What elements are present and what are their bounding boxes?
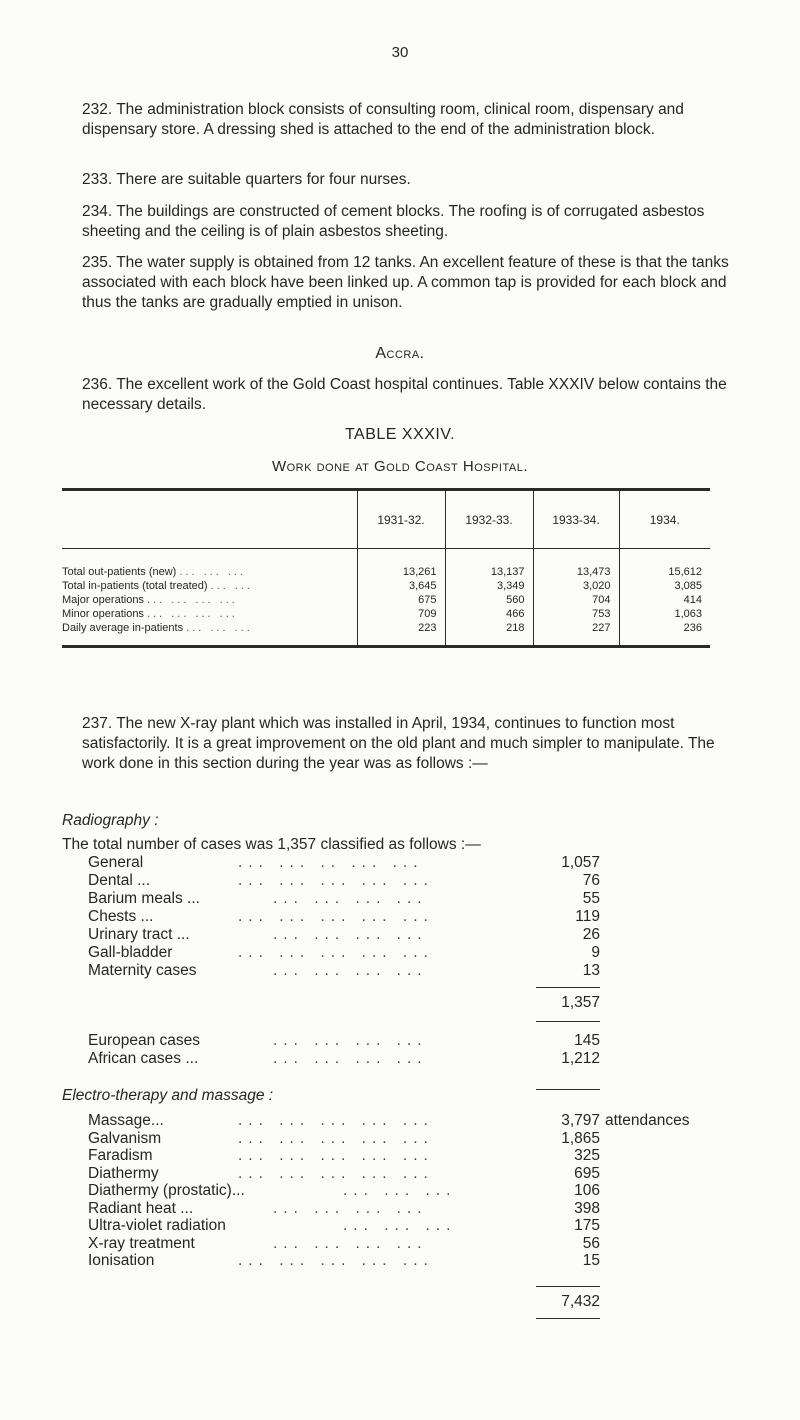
column-header: 1934. (619, 491, 710, 548)
leader-dots: ... ... ... ... ... (238, 1112, 434, 1129)
radiography-list (88, 854, 608, 980)
row-label: Daily average in-patients (62, 622, 184, 634)
table-title: TABLE XXXIV. (344, 426, 456, 443)
list-item (88, 872, 608, 890)
column-header: 1932-33. (445, 491, 533, 548)
item-value: 119 (575, 908, 600, 925)
item-value: 1,057 (561, 854, 600, 871)
list-item (88, 1165, 728, 1183)
page-number: 30 (391, 44, 409, 61)
table-cell: 3,085 (619, 579, 710, 593)
radiography-total: 1,357 (561, 994, 600, 1011)
item-label: General (88, 854, 144, 871)
item-label: Diathermy (prostatic)... (88, 1182, 245, 1199)
item-label: Galvanism (88, 1129, 162, 1147)
item-value: 175 (574, 1217, 600, 1234)
item-value: 56 (582, 1234, 600, 1252)
origin-list (88, 1032, 608, 1068)
sum-rule (536, 987, 600, 988)
leader-dots: ... ... ... ... (147, 594, 238, 606)
electro-therapy-heading: Electro-therapy and massage : (62, 1087, 274, 1104)
leader-dots: ... ... ... ... ... (238, 1252, 434, 1269)
sum-rule (536, 1089, 600, 1090)
list-item (88, 1235, 728, 1253)
item-label: Barium meals ... (88, 890, 200, 907)
row-label: Total out-patients (new) (62, 566, 177, 578)
paragraph-237: 237. The new X-ray plant which was installed in April, 1934, continues to function most satisfactorily. It is a great improvement on the old plant and much simpler to manipulate. The work done in this section during the year was as follows :— (82, 715, 715, 772)
item-value: 26 (582, 926, 600, 943)
row-label: Major operations (62, 594, 144, 606)
row-label: Total in-patients (total treated) (62, 580, 208, 592)
paragraph-234: 234. The buildings are constructed of cement blocks. The roofing is of corrugated asbestos sheeting and the ceiling is of plain asbestos sheeting. (82, 203, 705, 240)
hospital-work-table (62, 488, 710, 648)
item-value: 145 (574, 1032, 600, 1049)
item-label: African cases ... (88, 1050, 199, 1067)
item-label: Gall-bladder (88, 944, 173, 961)
item-value: 1,212 (561, 1050, 600, 1067)
list-item (88, 1182, 728, 1200)
item-label: Faradism (88, 1147, 153, 1164)
item-value: 106 (574, 1182, 600, 1199)
table-cell: 15,612 (619, 565, 710, 579)
list-item (88, 962, 608, 980)
list-item (88, 1050, 608, 1068)
list-item (88, 1200, 728, 1218)
electro-therapy-total: 7,432 (561, 1293, 600, 1310)
table-cell: 560 (445, 593, 533, 607)
item-label: Dental ... (88, 872, 151, 889)
table-row (62, 565, 710, 579)
paragraph-235: 235. The water supply is obtained from 12 tanks. An excellent feature of these is that the tanks associated with each block have been linked up. A common tap is provided for each block and thus the tanks are gradually emptied in unison. (82, 254, 729, 311)
leader-dots: ... ... ... ... ... (238, 908, 434, 925)
table-bottom-rule (62, 645, 710, 648)
section-heading-accra: Accra. (375, 345, 425, 362)
item-value: 9 (591, 944, 600, 961)
leader-dots: ... ... ... ... ... (238, 1147, 434, 1164)
table-cell: 3,645 (357, 579, 445, 593)
leader-dots: ... ... ... ... (273, 1050, 428, 1067)
list-item (88, 1147, 728, 1165)
leader-dots: ... ... ... (343, 1182, 457, 1199)
list-item (88, 854, 608, 872)
list-item (88, 944, 608, 962)
table-cell: 236 (619, 621, 710, 635)
list-item (88, 1217, 728, 1235)
table-row (62, 621, 710, 635)
paragraph-232: 232. The administration block consists of consulting room, clinical room, dispensary and dispensary store. A dressing shed is attached to the end of the administration block. (82, 101, 684, 138)
leader-dots: ... ... ... ... (273, 926, 428, 943)
leader-dots: ... ... ... ... (273, 1199, 428, 1217)
sum-rule (536, 1318, 600, 1319)
list-item (88, 908, 608, 926)
table-cell: 675 (357, 593, 445, 607)
list-item (88, 1130, 728, 1148)
table-cell: 414 (619, 593, 710, 607)
table-cell: 223 (357, 621, 445, 635)
leader-dots: ... ... ... ... (273, 1234, 428, 1252)
sum-rule (536, 1021, 600, 1022)
item-label: Maternity cases (88, 962, 197, 979)
item-label: Ionisation (88, 1252, 155, 1269)
list-item (88, 1032, 608, 1050)
paragraph-236: 236. The excellent work of the Gold Coast hospital continues. Table XXXIV below contains the necessary details. (82, 376, 727, 413)
header-blank (62, 491, 357, 548)
item-label: European cases (88, 1032, 201, 1049)
table-cell: 218 (445, 621, 533, 635)
leader-dots: ... ... ... ... (273, 1032, 428, 1049)
item-value: 76 (582, 872, 600, 889)
item-label: Urinary tract ... (88, 926, 190, 943)
table-cell: 1,063 (619, 607, 710, 621)
sum-rule (536, 1286, 600, 1287)
item-value: 15 (582, 1252, 600, 1269)
table-row (62, 579, 710, 593)
item-label: X-ray treatment (88, 1234, 195, 1252)
column-header: 1931-32. (357, 491, 445, 548)
leader-dots: ... ... ... ... (147, 608, 238, 620)
item-value: 1,865 (561, 1129, 600, 1147)
leader-dots: ... ... ... ... ... (238, 872, 434, 889)
table-cell: 3,020 (533, 579, 619, 593)
leader-dots: ... ... .. ... ... (238, 854, 424, 871)
radiography-intro: The total number of cases was 1,357 classified as follows :— (62, 836, 481, 853)
item-label: Chests ... (88, 908, 154, 925)
leader-dots: ... ... ... (343, 1217, 457, 1234)
table-row (62, 593, 710, 607)
unit-label: attendances (605, 1112, 690, 1129)
item-value: 55 (582, 890, 600, 907)
item-value: 695 (574, 1164, 600, 1182)
item-value: 13 (582, 962, 600, 979)
item-label: Radiant heat ... (88, 1199, 194, 1217)
paragraph-233: 233. There are suitable quarters for four nurses. (82, 171, 411, 188)
list-item (88, 1112, 728, 1130)
table-cell: 466 (445, 607, 533, 621)
list-item (88, 1252, 728, 1270)
electro-therapy-list (88, 1112, 728, 1270)
table-row (62, 607, 710, 621)
table-cell: 3,349 (445, 579, 533, 593)
leader-dots: ... ... (210, 580, 253, 592)
table-cell: 753 (533, 607, 619, 621)
leader-dots: ... ... ... ... ... (238, 1164, 434, 1182)
radiography-heading: Radiography : (62, 812, 159, 829)
list-item (88, 926, 608, 944)
item-label: Massage... (88, 1112, 164, 1129)
table-subtitle: Work done at Gold Coast Hospital. (271, 458, 529, 475)
column-header: 1933-34. (533, 491, 619, 548)
table-cell: 13,137 (445, 565, 533, 579)
item-label: Ultra-violet radiation (88, 1217, 226, 1234)
list-item (88, 890, 608, 908)
item-value: 3,797 (561, 1112, 600, 1129)
leader-dots: ... ... ... ... ... (238, 1129, 434, 1147)
item-value: 398 (574, 1199, 600, 1217)
table-cell: 13,473 (533, 565, 619, 579)
table-cell: 13,261 (357, 565, 445, 579)
leader-dots: ... ... ... ... (273, 890, 428, 907)
table-cell: 709 (357, 607, 445, 621)
leader-dots: ... ... ... (186, 622, 253, 634)
item-label: Diathermy (88, 1164, 159, 1182)
item-value: 325 (574, 1147, 600, 1164)
table-cell: 227 (533, 621, 619, 635)
table-cell: 704 (533, 593, 619, 607)
leader-dots: ... ... ... ... ... (238, 944, 434, 961)
leader-dots: ... ... ... ... (273, 962, 428, 979)
row-label: Minor operations (62, 608, 144, 620)
leader-dots: ... ... ... (179, 566, 247, 578)
